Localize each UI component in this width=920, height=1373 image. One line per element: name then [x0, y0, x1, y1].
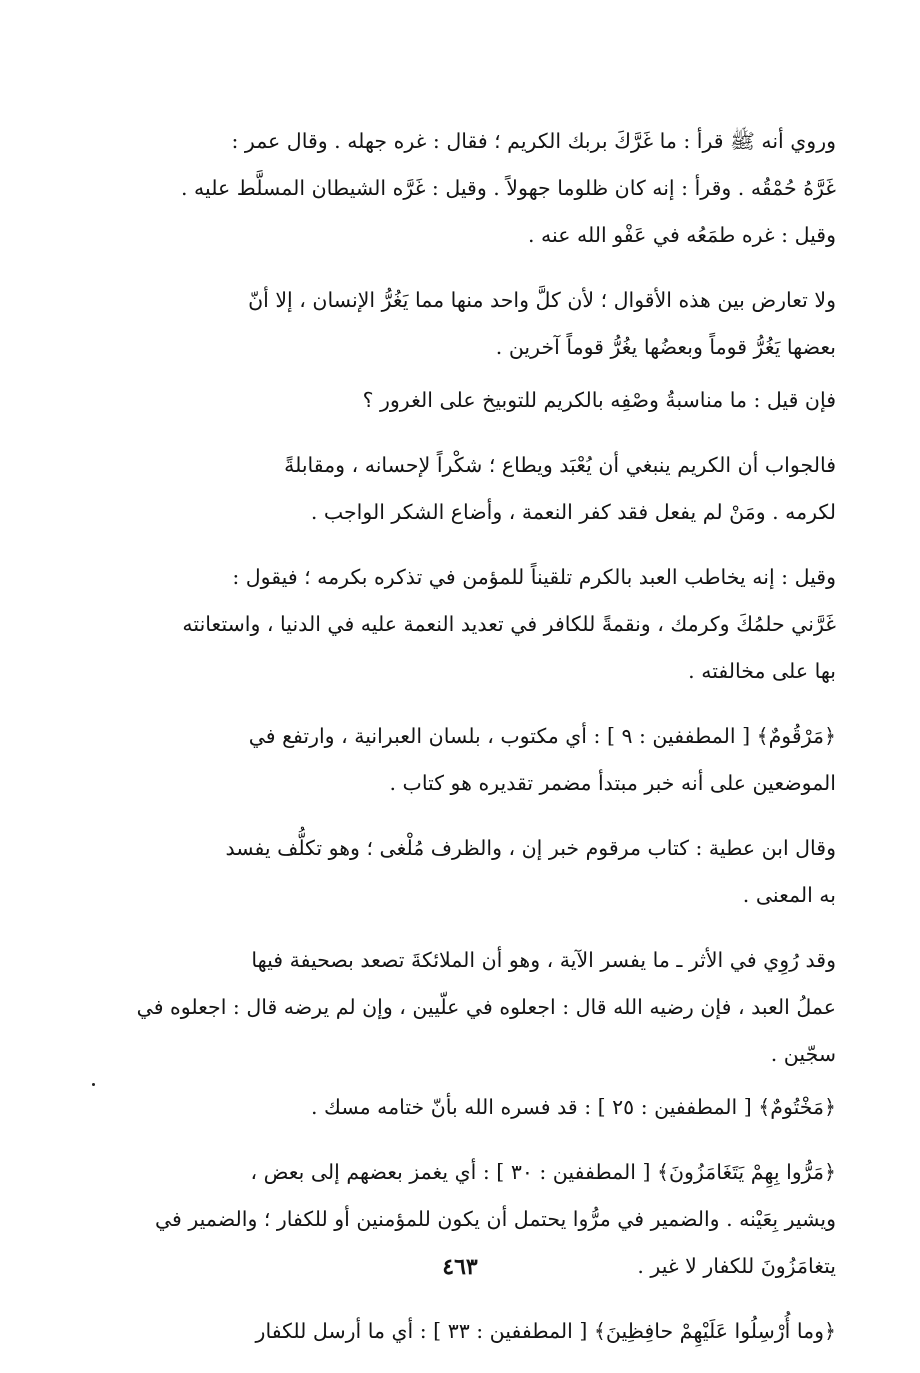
paragraph [108, 442, 836, 536]
paragraph [108, 825, 836, 919]
paragraph [108, 937, 836, 1078]
text-line: ﴿مَرْقُومٌ﴾ [ المطففين : ٩ ] : أي مكتوب ، بلسان العبرانية ، وارتفع في [248, 724, 836, 748]
text-line: به المعنى . [742, 883, 836, 907]
text-line: لكرمه . ومَنْ لم يفعل فقد كفر النعمة ، وأضاع الشكر الواجب . [310, 500, 836, 524]
paragraph [108, 277, 836, 371]
text-line: وقيل : إنه يخاطب العبد بالكرم تلقيناً للمؤمن في تذكره بكرمه ؛ فيقول : [232, 565, 836, 589]
text-line: بعضها يَغُرُّ قوماً وبعضُها يغُرُّ قوماً آخرين . [495, 335, 836, 359]
paragraph [108, 1084, 836, 1131]
text-line: ويشير بِعَيْنه . والضمير في مرُّوا يحتمل أن يكون للمؤمنين أو للكفار ؛ والضمير في [154, 1207, 836, 1231]
text-line: سجّين . [770, 1042, 836, 1066]
paragraph [108, 1308, 836, 1355]
text-line: ولا تعارض بين هذه الأقوال ؛ لأن كلَّ واحد منها مما يَغُرُّ الإنسان ، إلا أنّ [248, 288, 836, 312]
text-line: يتغامَزُونَ للكفار لا غير . [637, 1254, 836, 1278]
text-line: ﴿مَرُّوا بِهِمْ يَتَغَامَزُونَ﴾ [ المطففين : ٣٠ ] : أي يغمز بعضهم إلى بعض ، [250, 1160, 836, 1184]
page-text [108, 118, 836, 1373]
page-number: ٤٦٣ [442, 1254, 478, 1280]
paragraph [108, 554, 836, 695]
text-line: عملُ العبد ، فإن رضيه الله قال : اجعلوه في علّيين ، وإن لم يرضه قال : اجعلوه في [136, 995, 836, 1019]
text-line: وروي أنه ﷺ قرأ : ما غَرَّكَ بربك الكريم ؛ فقال : غره جهله . وقال عمر : [231, 129, 836, 153]
text-line: وقد رُوِي في الأثر ـ ما يفسر الآية ، وهو أن الملائكةَ تصعد بصحيفة فيها [251, 948, 836, 972]
text-line: غَرَّني حلمُكَ وكرمك ، ونقمةً للكافر في تعديد النعمة عليه في الدنيا ، واستعانته [182, 612, 836, 636]
text-line: وقال ابن عطية : كتاب مرقوم خبر إن ، والظرف مُلْغى ؛ وهو تكلُّف يفسد [225, 836, 836, 860]
text-line: بها على مخالفته . [688, 659, 836, 683]
text-line: ﴿وما أُرْسِلُوا عَلَيْهِمْ حافِظِينَ﴾ [ المطففين : ٣٣ ] : أي ما أرسل للكفار [255, 1319, 836, 1343]
text-line: فإن قيل : ما مناسبةُ وصْفِه بالكريم للتوبيخ على الغرور ؟ [362, 388, 836, 412]
paragraph [108, 713, 836, 807]
paragraph [108, 118, 836, 259]
margin-dot [92, 1083, 95, 1086]
text-line: فالجواب أن الكريم ينبغي أن يُعْبَد ويطاع ؛ شكْراً لإحسانه ، ومقابلةً [284, 453, 836, 477]
text-line: غَرَّهُ حُمْقُه . وقرأ : إنه كان ظلوما جهولاً . وقيل : غَرَّه الشيطان المسلَّط عليه . [181, 176, 836, 200]
text-line: وقيل : غره طمَعُه في عَفْو الله عنه . [528, 223, 836, 247]
text-line: ﴿مَخْتُومٌ﴾ [ المطففين : ٢٥ ] : قد فسره الله بأنّ ختامه مسك . [311, 1095, 836, 1119]
paragraph [108, 377, 836, 424]
text-line: الموضعين على أنه خبر مبتدأ مضمر تقديره هو كتاب . [389, 771, 836, 795]
